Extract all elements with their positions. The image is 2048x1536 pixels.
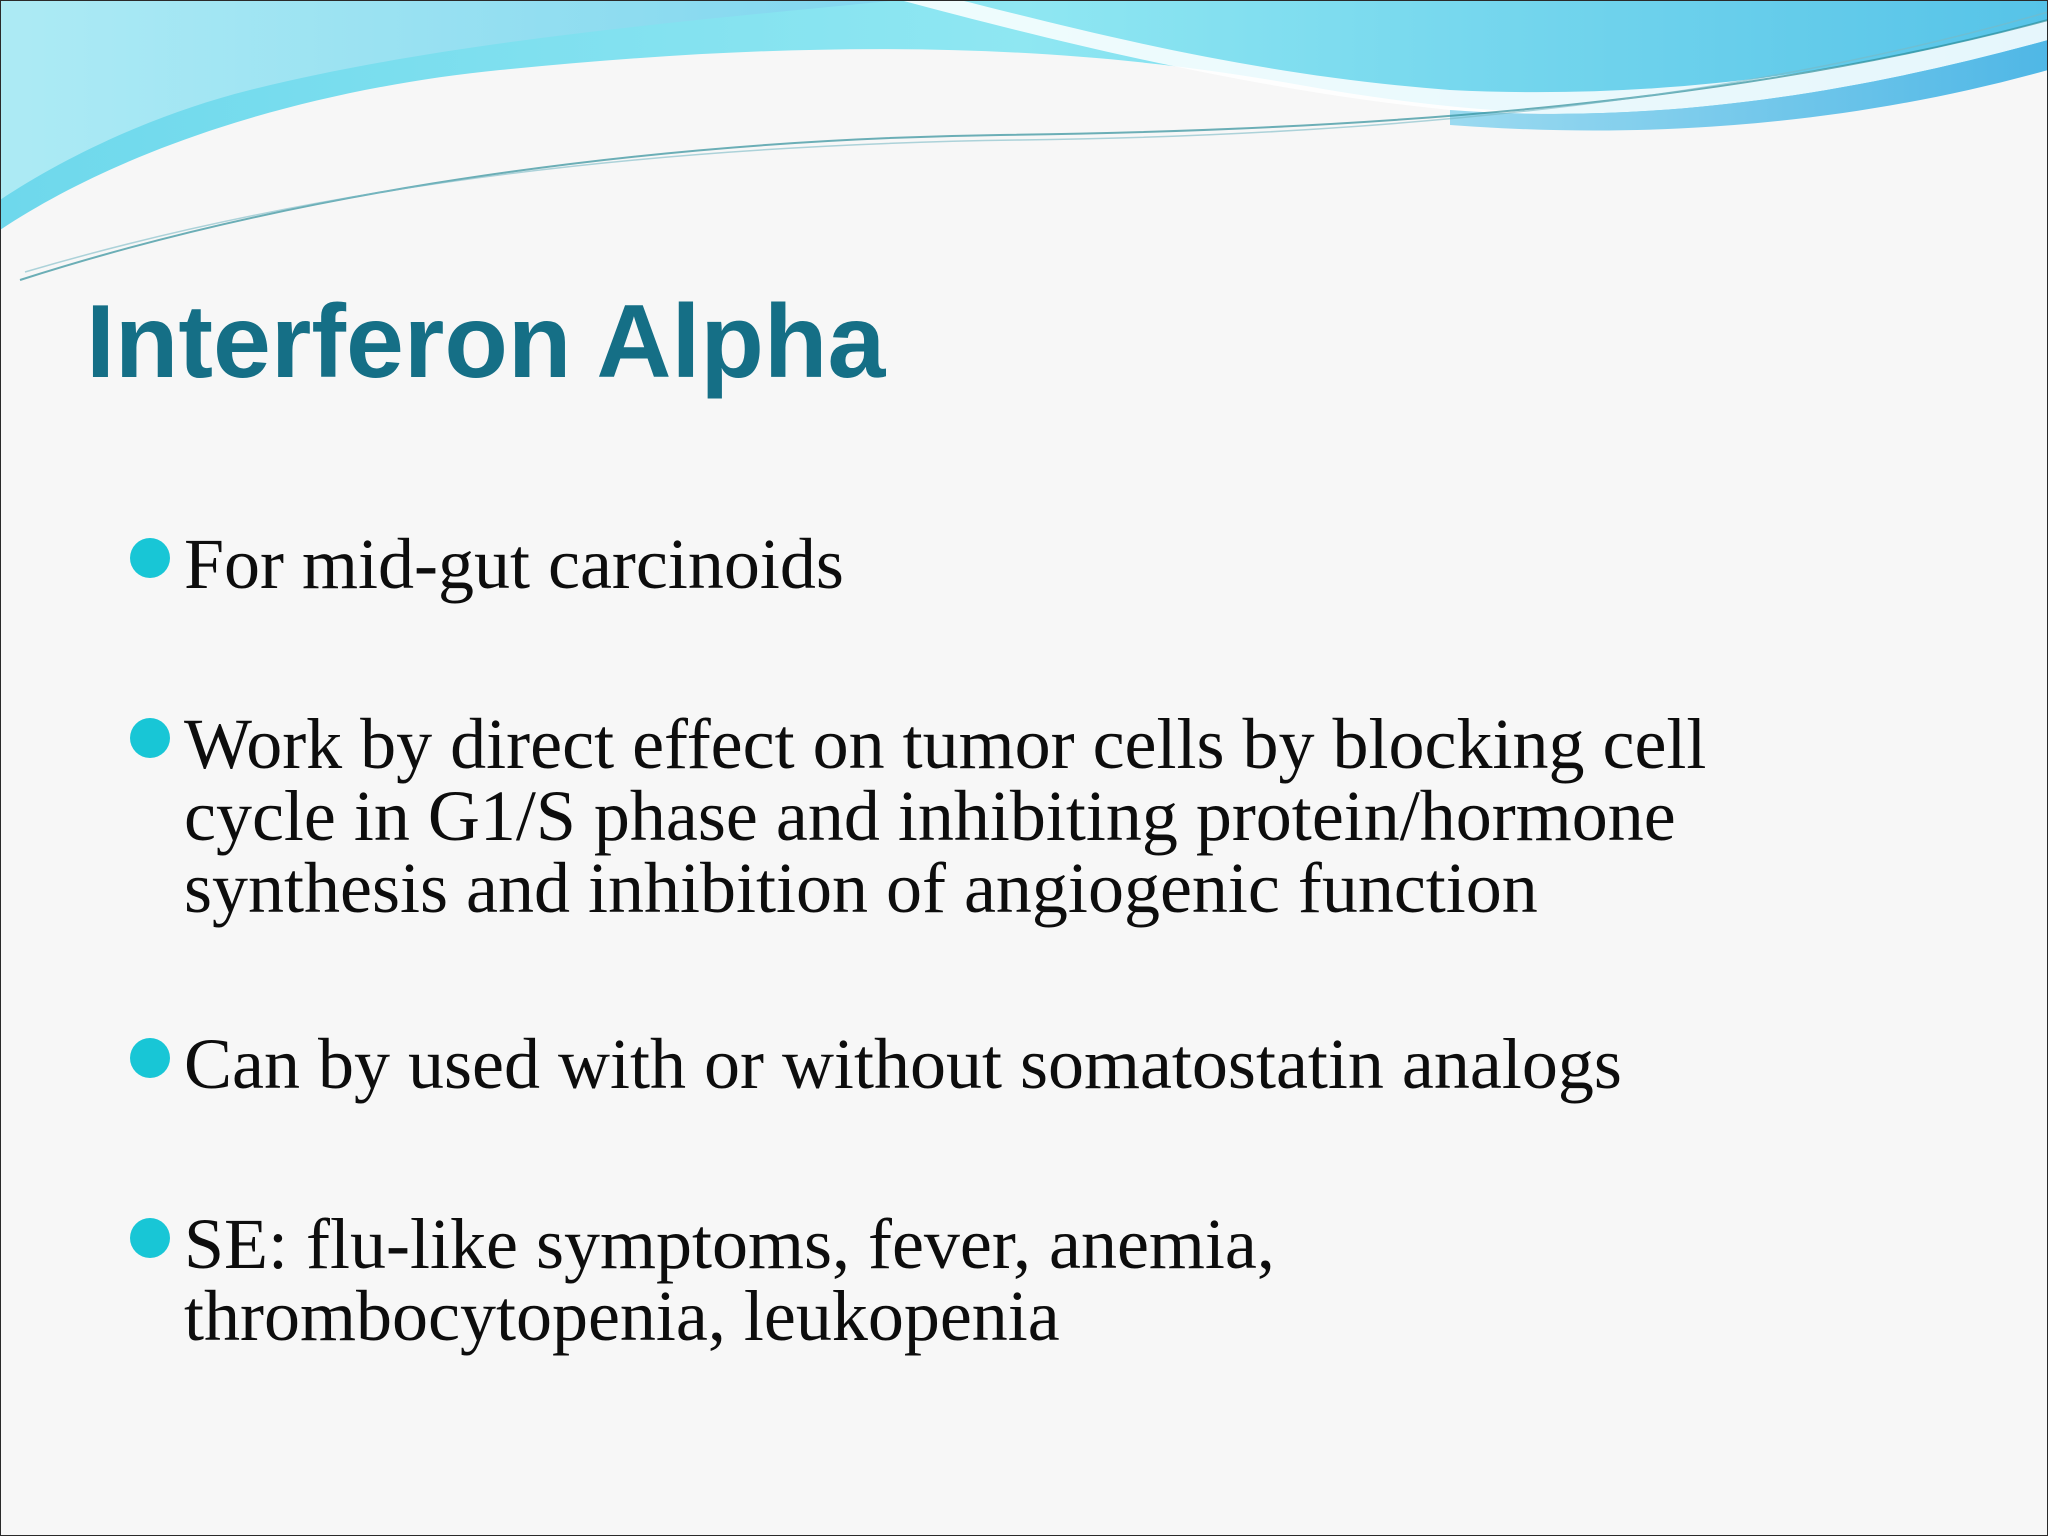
bullet-dot-icon [130,1038,170,1078]
bullet-text: Can by used with or without somatostatin analogs [184,1024,1622,1104]
bullet-item-side-effects [184,1204,1904,1356]
bullet-item-somatostatin [184,1024,1904,1104]
bullet-dot-icon [130,718,170,758]
header-wave-decoration [0,0,2048,300]
bullet-item-mechanism [184,704,1904,928]
bullet-dot-icon [130,538,170,578]
bullet-text: Work by direct effect on tumor cells by blocking cell cycle in G1/S phase and inhibiting protein/hormone synthesis and inhibition of angiogenic function [184,704,1707,928]
bullet-dot-icon [130,1218,170,1258]
bullet-text: SE: flu-like symptoms, fever, anemia, thrombocytopenia, leukopenia [184,1204,1275,1356]
slide-title: Interferon Alpha [86,284,886,400]
bullet-text: For mid-gut carcinoids [184,524,844,604]
bullet-item-mid-gut [184,524,1904,604]
